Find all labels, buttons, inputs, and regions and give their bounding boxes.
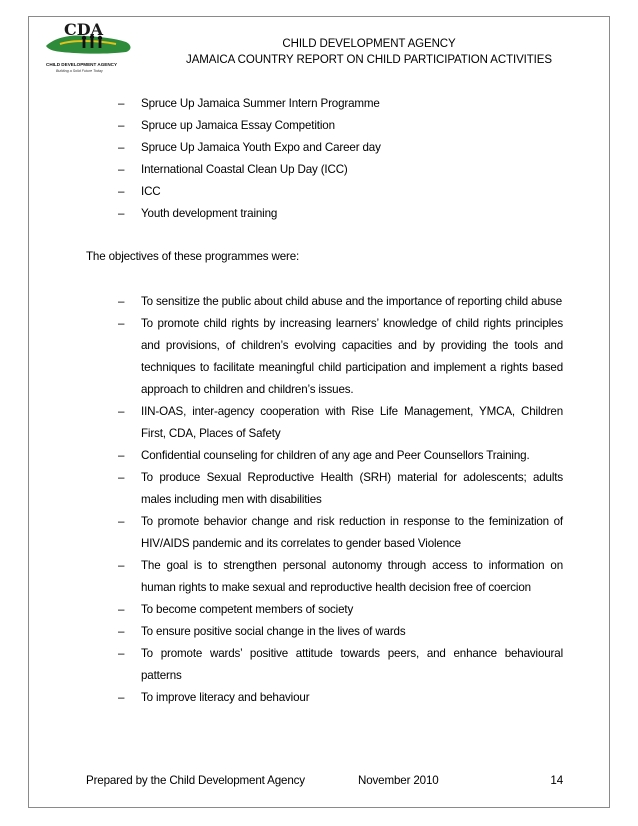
footer-prepared-by: Prepared by the Child Development Agency xyxy=(86,774,305,787)
dash-bullet: – xyxy=(118,97,125,110)
list-item xyxy=(118,511,563,555)
dash-bullet: – xyxy=(118,119,125,132)
header-agency: CHILD DEVELOPMENT AGENCY xyxy=(282,38,456,50)
list-item xyxy=(118,139,558,161)
list-item xyxy=(118,161,558,183)
dash-bullet: – xyxy=(118,141,125,154)
dash-bullet: – xyxy=(118,515,125,528)
list-item xyxy=(118,313,563,401)
dash-bullet: – xyxy=(118,295,125,308)
list-item-text: To promote behavior change and risk reduction in response to the feminization of HIV/AIDS pandemic and its correlates to gender based Violence xyxy=(141,515,563,550)
list-item xyxy=(118,117,558,139)
list-item xyxy=(118,621,563,643)
list-item xyxy=(118,467,563,511)
logo-tagline: Building a Solid Future Today xyxy=(56,69,103,73)
dash-bullet: – xyxy=(118,449,125,462)
page-number: 14 xyxy=(550,774,563,787)
list-item-text: To produce Sexual Reproductive Health (SRH) material for adolescents; adults males including men with disabilities xyxy=(141,471,563,506)
list-item xyxy=(118,555,563,599)
list-item-text: International Coastal Clean Up Day (ICC) xyxy=(141,163,348,176)
logo-name: CHILD DEVELOPMENT AGENCY xyxy=(46,62,118,67)
list-item-text: Confidential counseling for children of any age and Peer Counsellors Training. xyxy=(141,449,530,462)
list-item xyxy=(118,291,563,313)
list-item-text: To improve literacy and behaviour xyxy=(141,691,310,704)
dash-bullet: – xyxy=(118,405,125,418)
list-item xyxy=(118,183,558,205)
list-item-text: To ensure positive social change in the lives of wards xyxy=(141,625,406,638)
programmes-list xyxy=(118,95,558,227)
dash-bullet: – xyxy=(118,471,125,484)
list-item xyxy=(118,95,558,117)
dash-bullet: – xyxy=(118,603,125,616)
list-item xyxy=(118,401,563,445)
footer-date: November 2010 xyxy=(358,774,439,787)
list-item xyxy=(118,599,563,621)
list-item-text: Spruce up Jamaica Essay Competition xyxy=(141,119,335,132)
dash-bullet: – xyxy=(118,625,125,638)
page-header xyxy=(130,36,608,68)
list-item xyxy=(118,687,563,709)
list-item xyxy=(118,445,563,467)
list-item-text: IIN-OAS, inter-agency cooperation with Rise Life Management, YMCA, Children First, CDA, Places of Safety xyxy=(141,405,563,440)
list-item xyxy=(118,205,558,227)
dash-bullet: – xyxy=(118,207,125,220)
dash-bullet: – xyxy=(118,559,125,572)
logo-abbr: CDA xyxy=(64,20,104,39)
list-item-text: ICC xyxy=(141,185,161,198)
dash-bullet: – xyxy=(118,163,125,176)
dash-bullet: – xyxy=(118,647,125,660)
list-item xyxy=(118,643,563,687)
dash-bullet: – xyxy=(118,317,125,330)
list-item-text: Youth development training xyxy=(141,207,278,220)
list-item-text: To sensitize the public about child abuse and the importance of reporting child abuse xyxy=(141,295,563,308)
list-item-text: To promote child rights by increasing learners’ knowledge of child rights principles and provisions, of children’s evolving capacities and by providing the tools and techniques to facilitate meaningful child participation and implement a rights based approach to children and children’s issues. xyxy=(141,317,563,396)
header-report-title: JAMAICA COUNTRY REPORT ON CHILD PARTICIPATION ACTIVITIES xyxy=(186,54,552,66)
objectives-list xyxy=(118,291,563,709)
list-item-text: Spruce Up Jamaica Youth Expo and Career day xyxy=(141,141,381,154)
dash-bullet: – xyxy=(118,185,125,198)
dash-bullet: – xyxy=(118,691,125,704)
list-item-text: Spruce Up Jamaica Summer Intern Programme xyxy=(141,97,380,110)
objectives-intro: The objectives of these programmes were: xyxy=(86,250,300,263)
list-item-text: To become competent members of society xyxy=(141,603,354,616)
list-item-text: The goal is to strengthen personal autonomy through access to information on human rights to make sexual and reproductive health decision free of coercion xyxy=(141,559,563,594)
list-item-text: To promote wards’ positive attitude towards peers, and enhance behavioural patterns xyxy=(141,647,563,682)
